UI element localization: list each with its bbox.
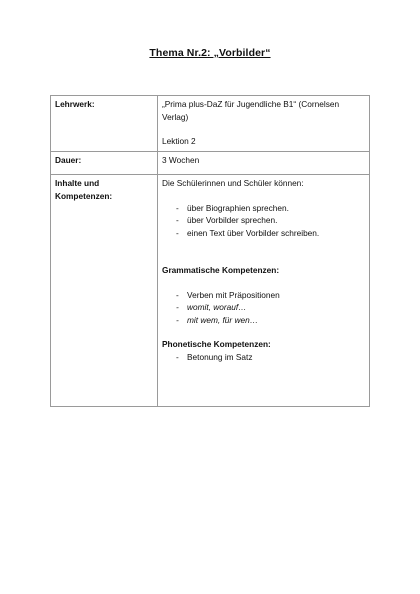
page-title: Thema Nr.2: „Vorbilder“ xyxy=(149,47,271,59)
list-item: - Betonung im Satz xyxy=(174,351,366,364)
grammar-heading: Grammatische Kompetenzen: xyxy=(162,265,280,275)
list-item: - über Biographien sprechen. xyxy=(174,202,366,215)
inhalte-intro: Die Schülerinnen und Schüler können: xyxy=(162,178,304,188)
inhalte-value-cell xyxy=(158,175,370,407)
list-item: - einen Text über Vorbilder schreiben. xyxy=(174,227,366,240)
dauer-label: Dauer: xyxy=(51,152,158,175)
lehrwerk-label: Lehrwerk: xyxy=(51,96,158,152)
phonetic-heading: Phonetische Kompetenzen: xyxy=(162,339,271,349)
table-row-dauer xyxy=(51,152,370,175)
lehrwerk-lektion: Lektion 2 xyxy=(162,136,196,146)
inhalte-label: Inhalte und Kompetenzen: xyxy=(51,175,158,407)
grammar-list xyxy=(162,289,366,327)
lehrwerk-value-cell xyxy=(158,96,370,152)
dauer-value: 3 Wochen xyxy=(158,152,370,175)
phonetic-list xyxy=(162,351,366,364)
skills-list xyxy=(162,202,366,240)
list-item: - mit wem, für wen… xyxy=(174,314,366,327)
table-row-inhalte xyxy=(51,175,370,407)
lehrwerk-value: „Prima plus-DaZ für Jugendliche B1“ (Cornelsen Verlag) xyxy=(162,99,340,122)
list-item: - Verben mit Präpositionen xyxy=(174,289,366,302)
list-item: - über Vorbilder sprechen. xyxy=(174,214,366,227)
table-row-lehrwerk xyxy=(51,96,370,152)
lesson-plan-table xyxy=(50,95,370,407)
list-item: - womit, worauf… xyxy=(174,301,366,314)
